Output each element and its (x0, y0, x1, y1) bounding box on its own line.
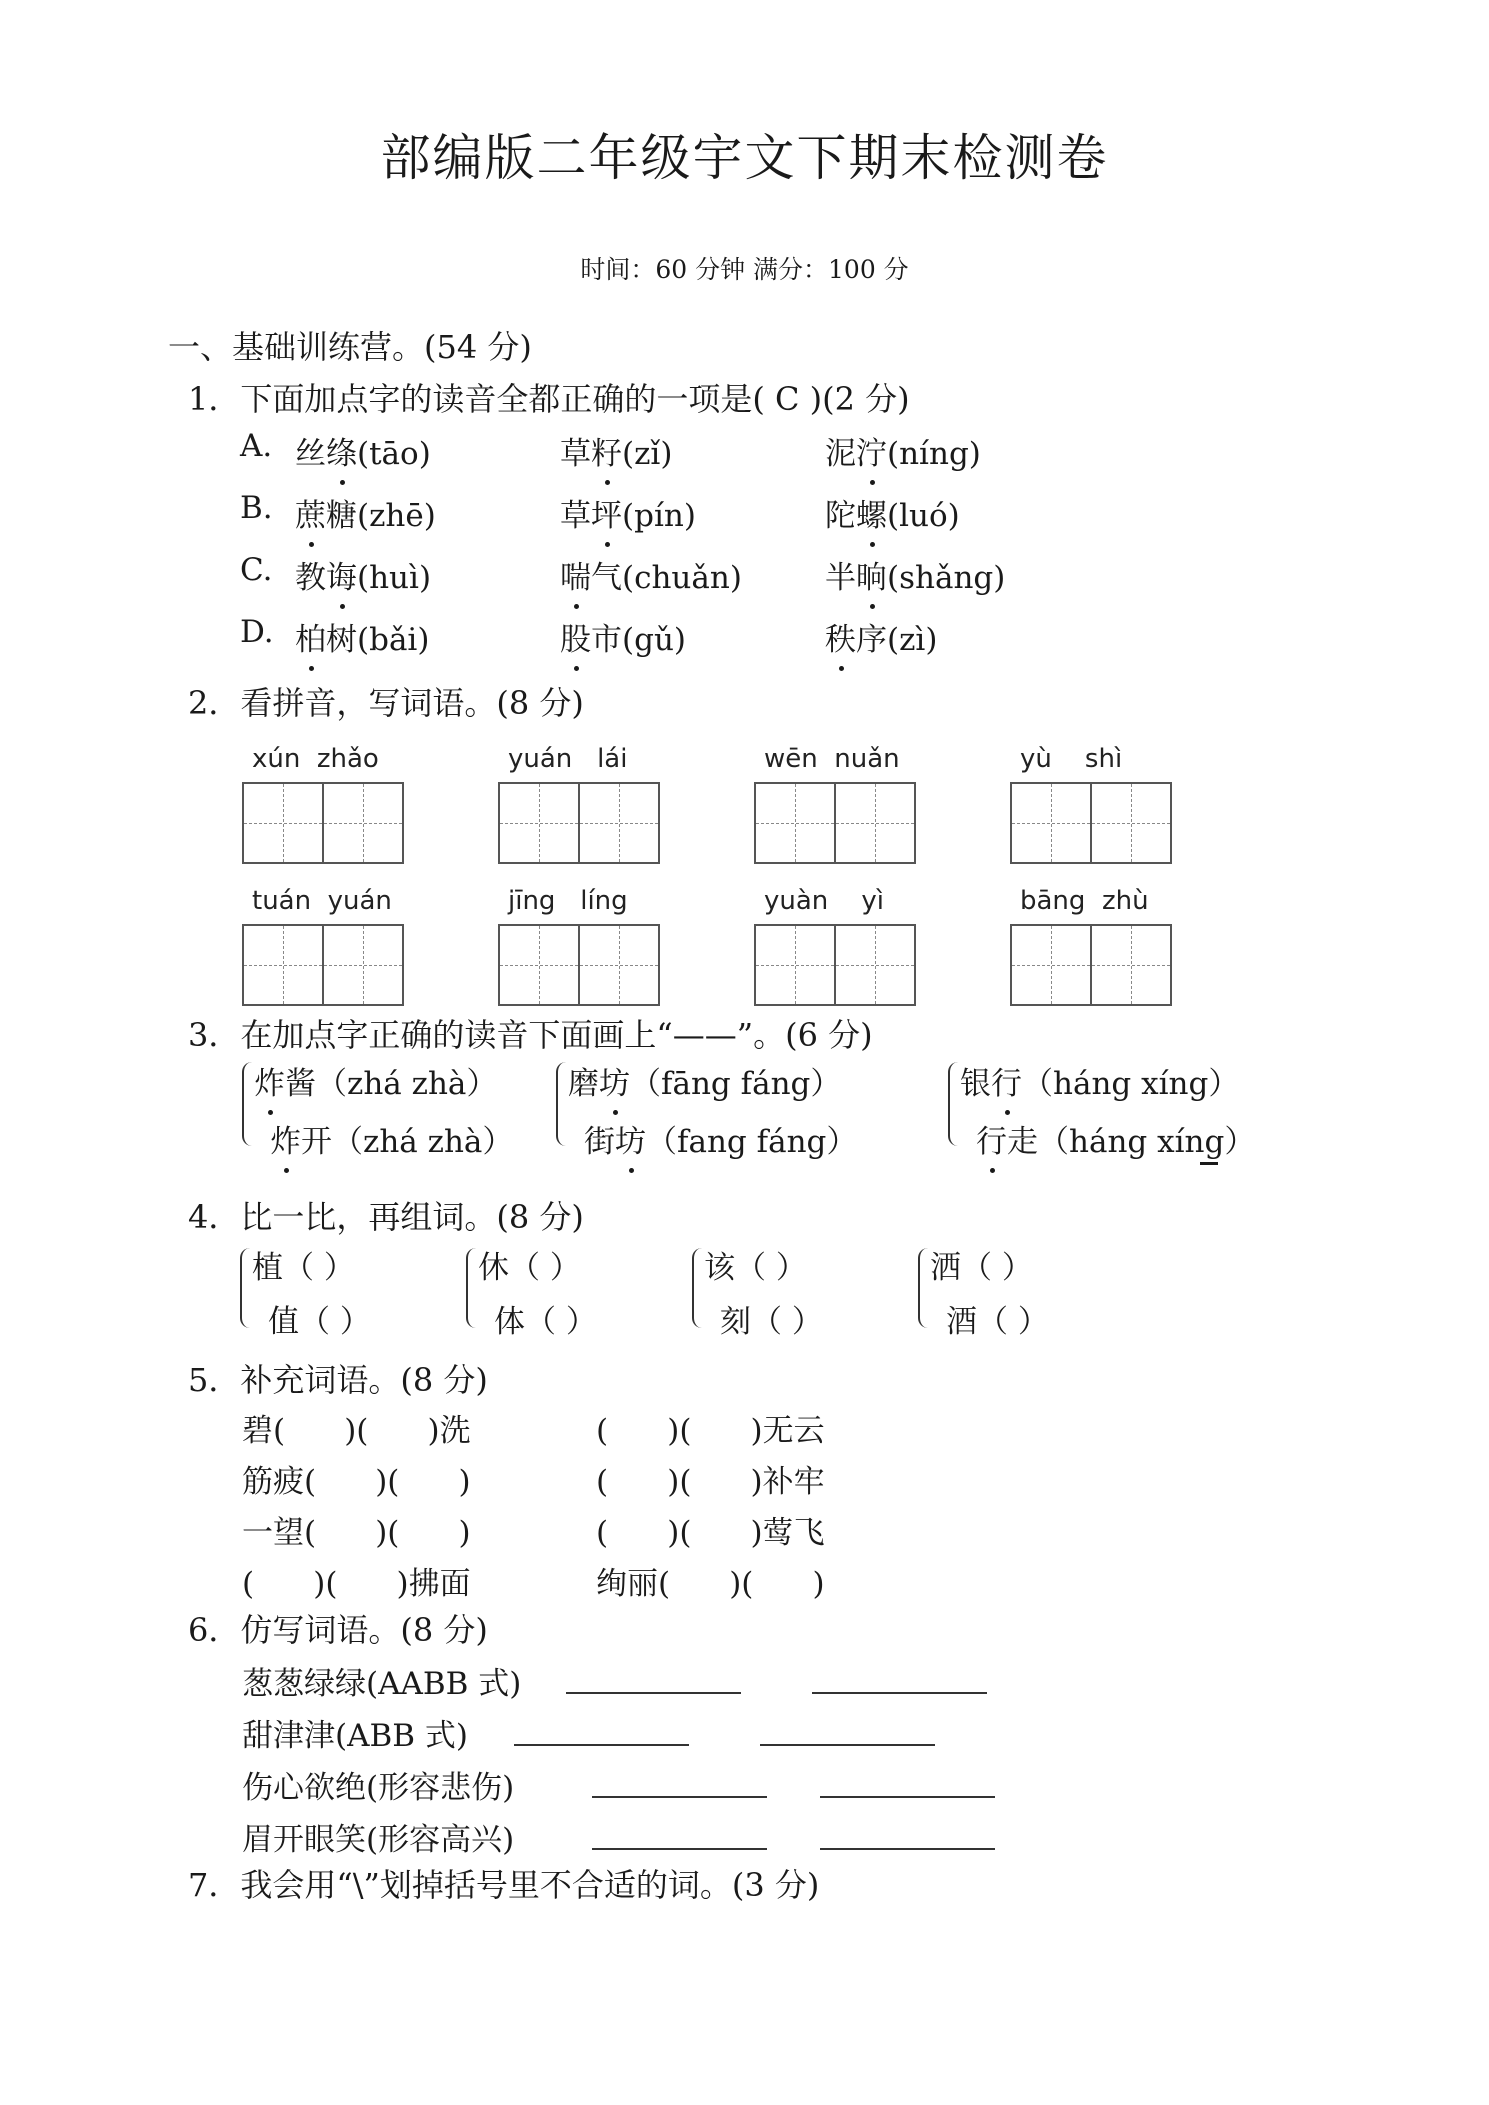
q1-option-word (560, 614, 686, 659)
q4-group (466, 1248, 686, 1340)
q5-idiom-left: 筋疲( )( ) (242, 1464, 471, 1500)
q3-top-post: 酱（zhá zhà） (285, 1066, 498, 1102)
q6-answer-blank[interactable] (514, 1716, 689, 1746)
q6-answer-blank[interactable] (820, 1768, 995, 1798)
q1-stem: 1．下面加点字的读音全都正确的一项是( C )(2 分) (188, 380, 910, 418)
q1-word-post: (shǎng) (887, 560, 1006, 596)
q1-option-label: D. (240, 614, 274, 650)
q1-word-pre: 陀 (825, 498, 856, 534)
q1-word-post: 糖(zhē) (326, 498, 436, 534)
exam-meta: 时间：60 分钟 满分：100 分 (580, 255, 909, 284)
q6-answer-blank[interactable] (566, 1664, 741, 1694)
q1-word-pre: 草 (560, 498, 591, 534)
q6-answer-blank[interactable] (592, 1768, 767, 1798)
q1-word-dotted-char: 诲 (326, 552, 357, 597)
q3-bottom-post: 走（háng xíng） (1007, 1124, 1256, 1160)
q1-word-dotted-char: 晌 (856, 552, 887, 597)
q6-example-word: 伤心欲绝(形容悲伤) (242, 1770, 515, 1806)
grid-cell[interactable] (1012, 926, 1092, 1004)
q2-pinyin: xún zhǎo (252, 744, 379, 774)
q1-word-post: (luó) (887, 498, 960, 534)
q2-pinyin: tuán yuán (252, 886, 392, 916)
q4-bottom-word: 刻（ ） (720, 1304, 823, 1340)
q2-stem: 2．看拼音，写词语。(8 分) (188, 684, 584, 722)
q5-idiom-right: ( )( )莺飞 (596, 1515, 825, 1551)
q2-tianzige-grid[interactable] (498, 782, 660, 864)
q3-bottom-post: （fang fáng） (646, 1124, 858, 1160)
q3-top-word (254, 1058, 497, 1103)
q1-word-pre: 泥 (825, 436, 856, 472)
grid-cell[interactable] (836, 926, 914, 1004)
q6-answer-blank[interactable] (820, 1820, 995, 1850)
q3-bottom-word (976, 1116, 1255, 1161)
q3-top-dotted-char: 行 (991, 1058, 1022, 1103)
q1-word-post: (zǐ) (622, 436, 673, 472)
q1-option-label: C. (240, 552, 273, 588)
answer-underline-mark (1200, 1162, 1218, 1165)
q1-option-word (295, 428, 431, 473)
q2-tianzige-grid[interactable] (242, 782, 404, 864)
q1-option-word (560, 552, 742, 597)
q1-word-dotted-char: 喘 (560, 552, 591, 597)
q1-word-post: (tāo) (357, 436, 431, 472)
grid-cell[interactable] (244, 784, 324, 862)
q1-word-dotted-char: 股 (560, 614, 591, 659)
q1-option-label: A. (240, 428, 273, 464)
q4-top-word: 植（ ） (252, 1250, 355, 1286)
q5-stem: 5．补充词语。(8 分) (188, 1361, 488, 1399)
q2-tianzige-grid[interactable] (242, 924, 404, 1006)
grid-cell[interactable] (324, 926, 402, 1004)
q1-option-word (295, 614, 429, 659)
q5-idiom-left: 一望( )( ) (242, 1515, 471, 1551)
q6-answer-blank[interactable] (812, 1664, 987, 1694)
q4-group (240, 1248, 460, 1340)
q3-group (948, 1062, 1288, 1160)
q3-bottom-word (270, 1116, 513, 1161)
q2-pinyin: wēn nuǎn (764, 744, 900, 774)
q1-word-post: 气(chuǎn) (591, 560, 742, 596)
q3-top-pre: 磨 (568, 1066, 599, 1102)
q1-word-dotted-char: 秩 (825, 614, 856, 659)
q1-word-post: 树(bǎi) (326, 622, 430, 658)
q3-bottom-post: 开（zhá zhà） (301, 1124, 514, 1160)
q4-top-word: 洒（ ） (930, 1250, 1033, 1286)
q5-idiom-left: 碧( )( )洗 (242, 1413, 471, 1449)
q1-option-word (295, 490, 436, 535)
grid-cell[interactable] (1092, 926, 1170, 1004)
q1-word-dotted-char: 籽 (591, 428, 622, 473)
q1-option-word (295, 552, 431, 597)
q1-word-dotted-char: 螺 (856, 490, 887, 535)
q6-example-word: 甜津津(ABB 式) (242, 1718, 468, 1754)
q2-tianzige-grid[interactable] (754, 924, 916, 1006)
q1-option-word (825, 490, 960, 535)
q3-top-dotted-char: 炸 (254, 1058, 285, 1103)
q3-bottom-dotted-char: 坊 (615, 1116, 646, 1161)
q1-option-word (560, 428, 672, 473)
q2-pinyin: yù shì (1020, 744, 1123, 774)
section-1-heading: 一、基础训练营。(54 分) (168, 328, 532, 366)
grid-cell[interactable] (244, 926, 324, 1004)
q2-tianzige-grid[interactable] (754, 782, 916, 864)
q1-word-pre: 草 (560, 436, 591, 472)
grid-cell[interactable] (756, 926, 836, 1004)
grid-cell[interactable] (836, 784, 914, 862)
grid-cell[interactable] (500, 784, 580, 862)
q3-top-post: （háng xíng） (1022, 1066, 1240, 1102)
q4-bottom-word: 值（ ） (268, 1304, 371, 1340)
q2-tianzige-grid[interactable] (1010, 924, 1172, 1006)
q1-word-dotted-char: 坪 (591, 490, 622, 535)
q1-word-dotted-char: 柏 (295, 614, 326, 659)
q4-bottom-word: 酒（ ） (946, 1304, 1049, 1340)
q3-top-dotted-char: 坊 (599, 1058, 630, 1103)
q2-pinyin: bāng zhù (1020, 886, 1149, 916)
q3-top-pre: 银 (960, 1066, 991, 1102)
q1-word-dotted-char: 蔗 (295, 490, 326, 535)
q3-bottom-word (584, 1116, 857, 1161)
q1-option-word (825, 614, 937, 659)
q7-stem: 7．我会用“\”划掉括号里不合适的词。(3 分) (188, 1866, 820, 1904)
q3-top-word (568, 1058, 841, 1103)
q1-word-pre: 半 (825, 560, 856, 596)
grid-cell[interactable] (756, 784, 836, 862)
grid-cell[interactable] (580, 926, 658, 1004)
q5-idiom-left: ( )( )拂面 (242, 1566, 471, 1602)
q5-idiom-right: ( )( )无云 (596, 1413, 825, 1449)
q6-answer-blank[interactable] (760, 1716, 935, 1746)
q3-top-word (960, 1058, 1239, 1103)
q6-example-word: 眉开眼笑(形容高兴) (242, 1822, 515, 1858)
q3-group (556, 1062, 896, 1160)
q4-group (918, 1248, 1138, 1340)
q1-word-post: 市(gǔ) (591, 622, 686, 658)
q4-bottom-word: 体（ ） (494, 1304, 597, 1340)
page-title: 部编版二年级宇文下期末检测卷 (380, 129, 1109, 187)
q4-stem: 4．比一比，再组词。(8 分) (188, 1198, 584, 1236)
q1-word-post: (níng) (887, 436, 981, 472)
q1-word-dotted-char: 泞 (856, 428, 887, 473)
q1-word-post: (huì) (357, 560, 432, 596)
grid-cell[interactable] (324, 784, 402, 862)
grid-cell[interactable] (500, 926, 580, 1004)
grid-cell[interactable] (1092, 784, 1170, 862)
q2-tianzige-grid[interactable] (498, 924, 660, 1006)
q6-answer-blank[interactable] (592, 1820, 767, 1850)
q2-pinyin: yuán lái (508, 744, 628, 774)
q1-word-pre: 教 (295, 560, 326, 596)
q3-bottom-dotted-char: 行 (976, 1116, 1007, 1161)
q5-idiom-right: 绚丽( )( ) (596, 1566, 825, 1602)
q1-word-post: 序(zì) (856, 622, 938, 658)
q1-option-word (825, 428, 981, 473)
q1-word-dotted-char: 绦 (326, 428, 357, 473)
q4-group (692, 1248, 912, 1340)
q1-option-word (825, 552, 1005, 597)
q1-word-post: (pín) (622, 498, 696, 534)
grid-cell[interactable] (580, 784, 658, 862)
q4-top-word: 该（ ） (704, 1250, 807, 1286)
q2-tianzige-grid[interactable] (1010, 782, 1172, 864)
q1-option-word (560, 490, 696, 535)
q3-bottom-dotted-char: 炸 (270, 1116, 301, 1161)
q1-word-pre: 丝 (295, 436, 326, 472)
q6-stem: 6．仿写词语。(8 分) (188, 1611, 488, 1649)
q1-option-label: B. (240, 490, 273, 526)
q3-bottom-pre: 街 (584, 1124, 615, 1160)
q5-idiom-right: ( )( )补牢 (596, 1464, 825, 1500)
q3-top-post: （fāng fáng） (630, 1066, 842, 1102)
grid-cell[interactable] (1012, 784, 1092, 862)
q2-pinyin: jīng líng (508, 886, 628, 916)
q3-group (242, 1062, 582, 1160)
q2-pinyin: yuàn yì (764, 886, 884, 916)
q3-stem: 3．在加点字正确的读音下面画上“——”。(6 分) (188, 1016, 873, 1054)
q4-top-word: 休（ ） (478, 1250, 581, 1286)
q6-example-word: 葱葱绿绿(AABB 式) (242, 1666, 522, 1702)
